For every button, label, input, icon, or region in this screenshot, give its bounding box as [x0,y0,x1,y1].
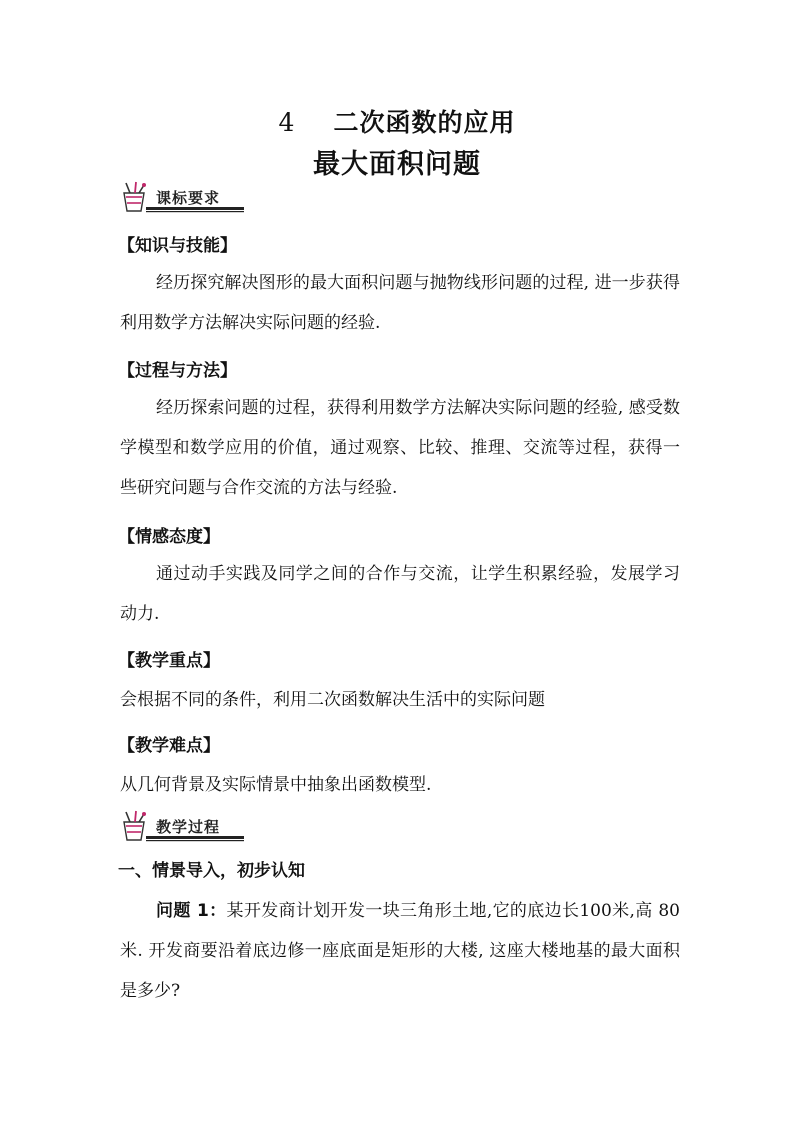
key-point-heading: 【教学重点】 [118,651,220,671]
process-banner-label: 教学过程 [156,818,221,836]
emotion-heading: 【情感态度】 [118,527,220,547]
process-banner [118,810,246,844]
method-heading: 【过程与方法】 [118,361,237,381]
difficulty-text: 从几何背景及实际情景中抽象出函数模型. [120,775,432,795]
step1-heading: 一、情景导入，初步认知 [118,861,305,881]
knowledge-text: 经历探究解决图形的最大面积问题与抛物线形问题的过程, 进一步获得利用数学方法解决实际问题的经验. [120,273,680,333]
key-point-text: 会根据不同的条件，利用二次函数解决生活中的实际问题 [120,690,545,710]
knowledge-heading: 【知识与技能】 [118,236,237,256]
lesson-title [0,103,794,139]
problem1-label: 问题 1： [156,901,227,921]
method-text: 经历探索问题的过程，获得利用数学方法解决实际问题的经验, 感受数学模型和数学应用的价值，通过观察、比较、推理、交流等过程，获得一些研究问题与合作交流的方法与经验. [120,398,680,498]
emotion-text: 通过动手实践及同学之间的合作与交流，让学生积累经验，发展学习动力. [120,564,680,624]
lesson-number: 4 [278,108,296,137]
standards-banner-label: 课标要求 [156,189,221,207]
lesson-subtitle: 最大面积问题 [313,149,481,180]
standards-banner [118,181,246,215]
lesson-main-title: 二次函数的应用 [333,108,516,137]
difficulty-heading: 【教学难点】 [118,736,220,756]
problem1-text: 某开发商计划开发一块三角形土地,它的底边长100米,高 80 米. 开发商要沿着底边修一座底面是矩形的大楼, 这座大楼地基的最大面积是多少? [120,901,680,1001]
problem1 [120,891,680,1011]
